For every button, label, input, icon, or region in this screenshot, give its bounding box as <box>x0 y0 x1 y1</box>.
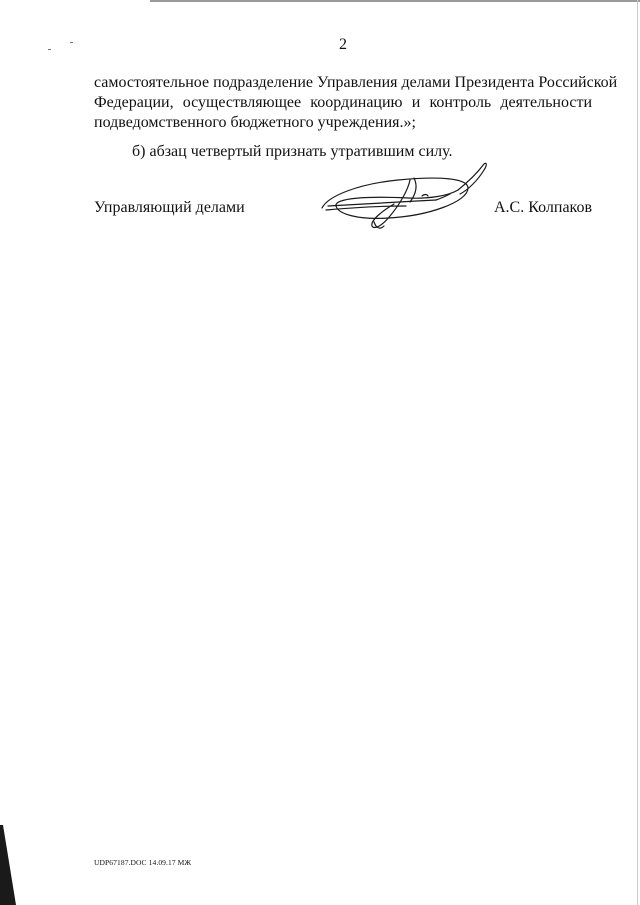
page-number: 2 <box>339 36 347 53</box>
document-footer-code: UDP67187.DOC 14.09.17 МЖ <box>94 858 192 867</box>
paragraph-line: подведомственного бюджетного учреждения.»; <box>94 114 416 131</box>
paragraph-line: Федерации, осуществляющее координацию и контроль деятельности <box>94 94 592 111</box>
scan-edge-top <box>150 0 640 2</box>
paragraph-line: самостоятельное подразделение Управления делами Президента Российской <box>94 74 618 91</box>
handwritten-signature <box>318 160 493 240</box>
signatory-title: Управляющий делами <box>94 199 245 216</box>
body-paragraph <box>94 73 618 162</box>
scan-edge-left <box>0 825 18 905</box>
scan-edge-right <box>637 0 638 905</box>
item-b-text: б) абзац четвертый признать утратившим силу. <box>132 143 453 160</box>
signatory-name: А.С. Колпаков <box>494 199 593 216</box>
